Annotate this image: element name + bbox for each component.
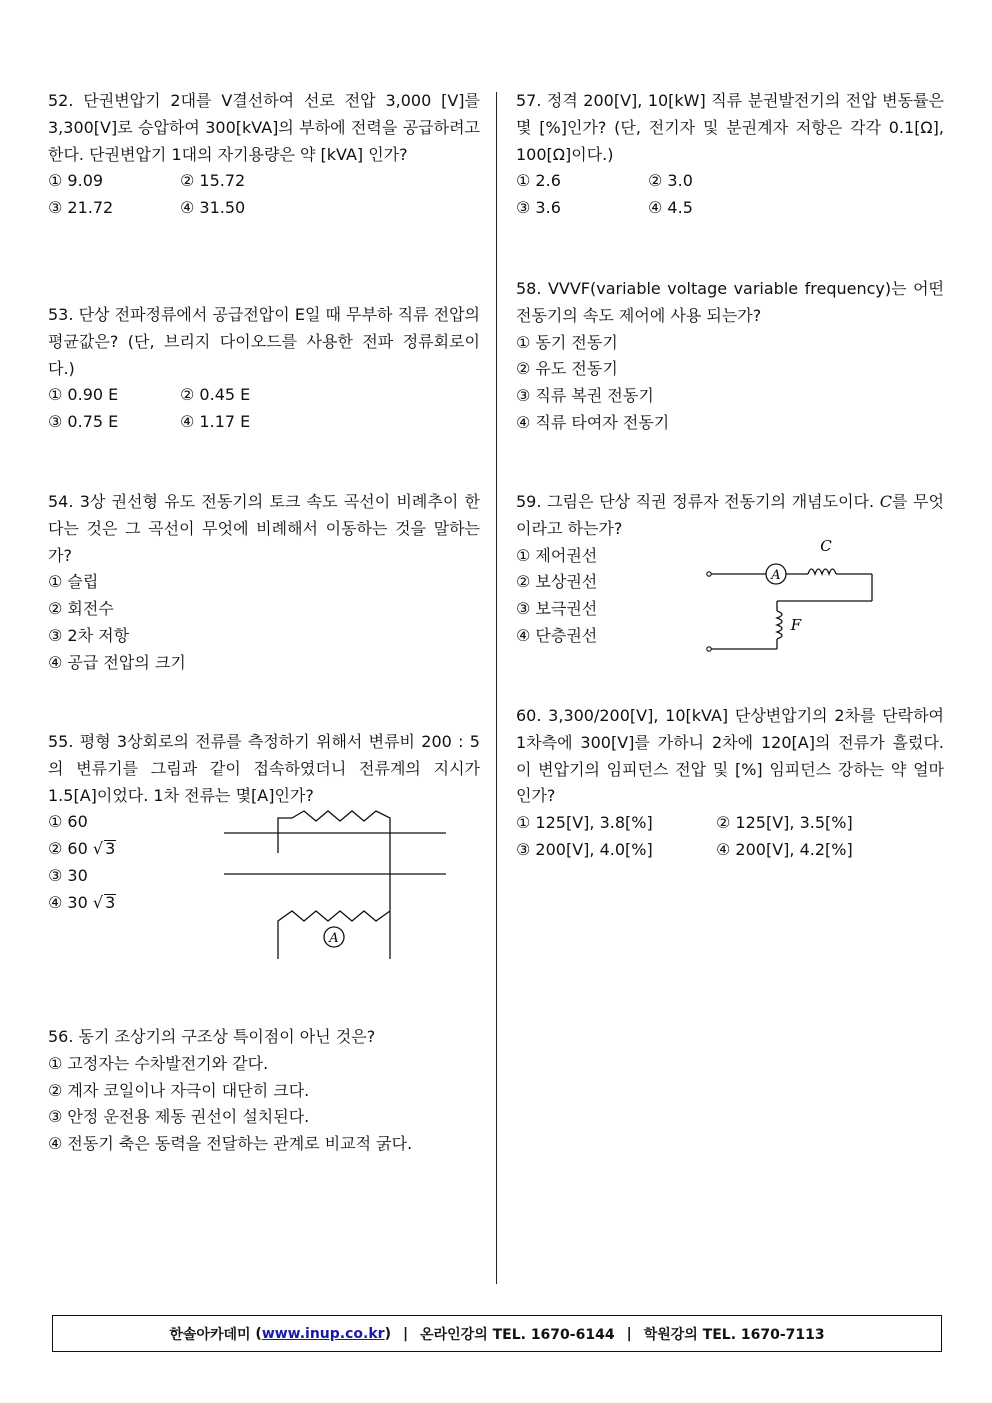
question-57-choice-1[interactable]: ① 2.6	[516, 171, 561, 191]
question-58-stem: 58. VVVF(variable voltage variable frequency)는 어떤 전동기의 속도 제어에 사용 되는가?	[516, 279, 944, 325]
question-56-choice-3[interactable]: ③ 안정 운전용 제동 권선이 설치된다.	[48, 1107, 310, 1127]
question-56-choice-4[interactable]: ④ 전동기 축은 동력을 전달하는 관계로 비교적 굵다.	[48, 1134, 413, 1154]
question-60-choice-4[interactable]: ④ 200[V], 4.2[%]	[716, 839, 853, 859]
question-52-choice-3[interactable]: ③ 21.72	[48, 198, 114, 218]
question-53	[48, 302, 480, 436]
question-53-choice-4[interactable]: ④ 1.17 E	[180, 412, 251, 432]
footer-separator: |	[402, 1325, 409, 1342]
question-57-choices-row2	[516, 195, 944, 222]
question-54-choice-2[interactable]: ② 회전수	[48, 599, 114, 619]
question-54	[48, 489, 480, 677]
question-56-stem: 56. 동기 조상기의 구조상 특이점이 아닌 것은?	[48, 1027, 376, 1046]
question-60-choice-1[interactable]: ① 125[V], 3.8[%]	[516, 813, 653, 833]
question-57-choices-row1	[516, 168, 944, 195]
question-56-choice-1[interactable]: ① 고정자는 수차발전기와 같다.	[48, 1053, 269, 1073]
question-53-stem: 53. 단상 전파정류에서 공급전압이 E일 때 무부하 직류 전압의 평균값은? (단, 브리지 다이오드를 사용한 전파 정류회로이다.)	[48, 305, 480, 378]
question-52-choice-1[interactable]: ① 9.09	[48, 171, 104, 191]
question-59-choice-2[interactable]: ② 보상권선	[516, 572, 598, 592]
question-55-choice-4[interactable]: ④ 30 √ 3	[48, 892, 116, 912]
question-55-choice-2-text: ② 60	[48, 839, 88, 859]
footer-academy: 한솔아카데미	[169, 1326, 251, 1343]
footer-separator: |	[626, 1325, 632, 1342]
question-53-choice-2[interactable]: ② 0.45 E	[180, 385, 251, 405]
footer-offline-tel: 학원강의 TEL. 1670-7113	[643, 1326, 825, 1343]
question-52-choice-4[interactable]: ④ 31.50	[180, 198, 246, 218]
question-54-stem: 54. 3상 권선형 유도 전동기의 토크 속도 곡선이 비례추이 한다는 것은 그 곡선이 무엇에 비례해서 이동하는 것을 말하는가?	[48, 492, 480, 565]
question-57	[516, 88, 944, 222]
question-59-stem-after: 를 무엇이라고 하는가?	[516, 492, 944, 538]
question-56	[48, 1024, 480, 1158]
footer-online-tel: 온라인강의 TEL. 1670-6144	[420, 1326, 615, 1343]
question-60-choice-3[interactable]: ③ 200[V], 4.0[%]	[516, 839, 653, 859]
question-60-stem: 60. 3,300/200[V], 10[kVA] 단상변압기의 2차를 단락하여 1차측에 300[V]를 가하니 2차에 120[A]의 전류가 흘렀다. 이 변압기의 임피던스 전압 및 [%] 임피던스 강하는 약 얼마인가?	[516, 706, 944, 806]
current-transformer-diagram	[222, 809, 448, 959]
question-58	[516, 276, 944, 437]
footer-banner	[52, 1315, 942, 1352]
question-59-stem-before: 59. 그림은 단상 직권 정류자 전동기의 개념도이다.	[516, 492, 880, 511]
question-59-choice-1[interactable]: ① 제어권선	[516, 545, 598, 565]
question-60	[516, 703, 944, 864]
question-53-choice-1[interactable]: ① 0.90 E	[48, 385, 119, 405]
ammeter-label: A	[329, 931, 339, 946]
coil-c-icon	[808, 569, 836, 574]
terminal-icon	[707, 572, 711, 576]
footer-paren-open: (	[255, 1325, 262, 1342]
question-58-choice-4[interactable]: ④ 직류 타여자 전동기	[516, 412, 670, 432]
footer-url-link[interactable]: www.inup.co.kr	[261, 1325, 385, 1342]
question-57-choice-3[interactable]: ③ 3.6	[516, 198, 561, 218]
terminal-icon	[707, 647, 711, 651]
question-52-choices-row1	[48, 168, 480, 195]
sqrt-radicand: 3	[105, 892, 116, 912]
question-58-choice-3[interactable]: ③ 직류 복권 전동기	[516, 386, 654, 406]
sqrt-radicand: 3	[105, 839, 116, 859]
question-54-choice-4[interactable]: ④ 공급 전압의 크기	[48, 652, 186, 672]
question-54-choice-3[interactable]: ③ 2차 저항	[48, 625, 130, 645]
column-divider	[496, 92, 497, 1284]
question-55-choice-3[interactable]: ③ 30	[48, 865, 88, 885]
question-52-choices-row2	[48, 195, 480, 222]
series-commutator-motor-diagram	[704, 533, 880, 655]
question-54-choice-1[interactable]: ① 슬립	[48, 572, 99, 592]
coil-c-label: C	[820, 537, 832, 555]
question-53-choices-row2	[48, 409, 480, 436]
question-60-choices-row1	[516, 810, 944, 837]
question-53-choices-row1	[48, 382, 480, 409]
question-60-choice-2[interactable]: ② 125[V], 3.5[%]	[716, 813, 853, 833]
question-52	[48, 88, 480, 222]
question-59-choice-4[interactable]: ④ 단층권선	[516, 625, 598, 645]
question-58-choice-2[interactable]: ② 유도 전동기	[516, 359, 618, 379]
question-57-choice-4[interactable]: ④ 4.5	[648, 198, 693, 218]
armature-label: A	[771, 568, 781, 583]
question-58-choice-1[interactable]: ① 동기 전동기	[516, 332, 618, 352]
question-55-choice-1[interactable]: ① 60	[48, 812, 88, 832]
question-59-var: C	[879, 492, 892, 511]
coil-f-label: F	[790, 616, 802, 634]
question-55-choice-2[interactable]: ② 60 √ 3	[48, 839, 116, 859]
coil-f-icon	[777, 611, 782, 639]
question-53-choice-3[interactable]: ③ 0.75 E	[48, 412, 119, 432]
question-55-choice-4-text: ④ 30	[48, 892, 88, 912]
question-59	[516, 489, 944, 650]
question-60-choices-row2	[516, 837, 944, 864]
question-57-stem: 57. 정격 200[V], 10[kW] 직류 분권발전기의 전압 변동률은 몇 [%]인가? (단, 전기자 및 분권계자 저항은 각각 0.1[Ω], 100[Ω]이다.)	[516, 91, 944, 164]
question-52-choice-2[interactable]: ② 15.72	[180, 171, 246, 191]
question-55-stem: 55. 평형 3상회로의 전류를 측정하기 위해서 변류비 200 : 5의 변류기를 그림과 같이 접속하였더니 전류계의 지시가 1.5[A]이었다. 1차 전류는 몇[A]인가?	[48, 732, 480, 805]
question-56-choice-2[interactable]: ② 계자 코일이나 자극이 대단히 크다.	[48, 1080, 310, 1100]
question-57-choice-2[interactable]: ② 3.0	[648, 171, 693, 191]
question-55	[48, 729, 480, 946]
question-52-stem: 52. 단권변압기 2대를 V결선하여 선로 전압 3,000 [V]를 3,300[V]로 승압하여 300[kVA]의 부하에 전력을 공급하려고 한다. 단권변압기 1대의 자기용량은 약 [kVA] 인가?	[48, 91, 480, 164]
question-59-choice-3[interactable]: ③ 보극권선	[516, 599, 598, 619]
footer-paren-close: )	[384, 1325, 391, 1342]
